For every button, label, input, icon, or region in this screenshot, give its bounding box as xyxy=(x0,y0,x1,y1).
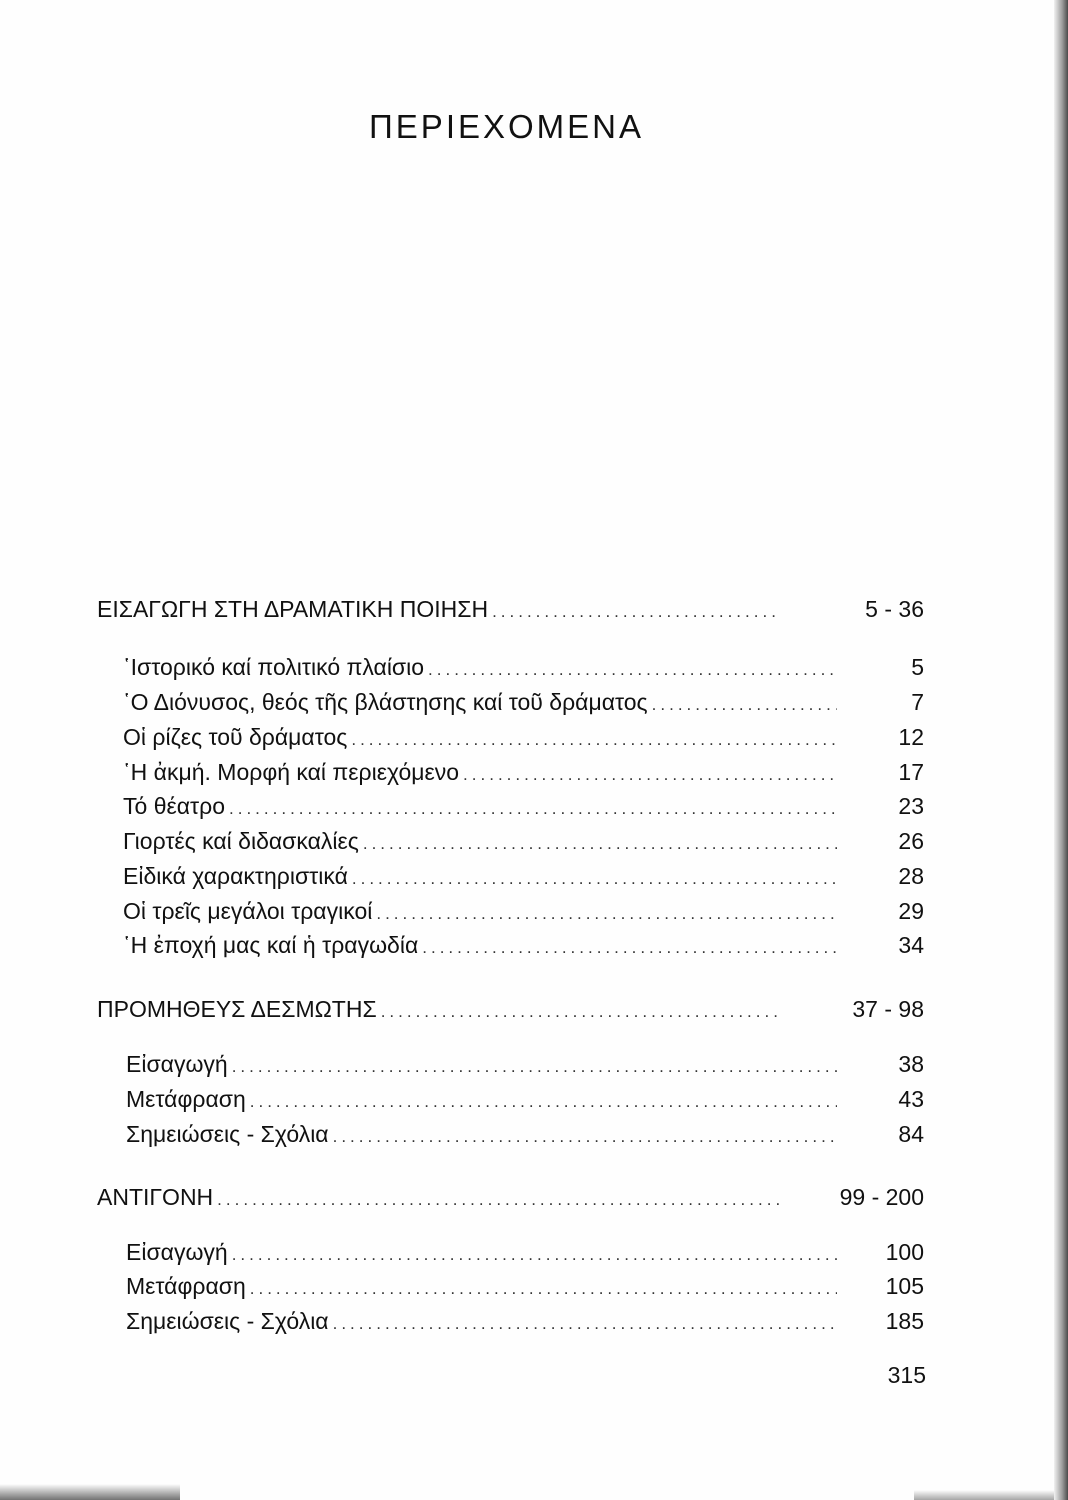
toc-entry-label: Οἱ τρεῖς μεγάλοι τραγικοί xyxy=(123,898,373,924)
toc-entry-page: 23 xyxy=(898,793,924,819)
toc-entry-page: 185 xyxy=(885,1308,924,1334)
toc-entry-label: Οἱ ρίζες τοῦ δράματος xyxy=(123,724,348,750)
dot-leader xyxy=(428,660,837,680)
toc-entry-page: 26 xyxy=(898,828,924,854)
toc-entry-page: 100 xyxy=(885,1239,924,1265)
toc-entry xyxy=(126,1239,843,1273)
toc-entry-page: 105 xyxy=(885,1273,924,1299)
toc-entry-page: 7 xyxy=(911,689,924,715)
dot-leader xyxy=(352,869,837,889)
section-page-range: 99 - 200 xyxy=(839,1184,924,1210)
dot-leader xyxy=(232,1057,837,1077)
dot-leader xyxy=(351,730,837,750)
toc-entry xyxy=(113,654,843,688)
dot-leader xyxy=(363,834,837,854)
toc-entry-page: 43 xyxy=(898,1086,924,1112)
toc-entry-label: ῾Ιστορικό καί πολιτικό πλαίσιο xyxy=(123,654,425,680)
toc-entry xyxy=(113,724,843,758)
toc-entry xyxy=(126,1051,843,1085)
toc-entry xyxy=(113,759,843,793)
section-heading-label: ΠΡΟΜΗΘΕΥΣ ΔΕΣΜΩΤΗΣ xyxy=(97,996,377,1022)
toc-entry xyxy=(113,793,843,827)
bottom-left-shadow xyxy=(0,1484,180,1500)
page-number: 315 xyxy=(887,1362,926,1388)
toc-entry xyxy=(126,1273,843,1307)
dot-leader xyxy=(381,1002,781,1022)
toc-entry xyxy=(126,1086,843,1120)
toc-entry xyxy=(126,1121,843,1155)
toc-entry-label: Τό θέατρο xyxy=(123,793,226,819)
toc-entry-label: Σημειώσεις - Σχόλια xyxy=(126,1308,329,1334)
toc-entry-label: Γιορτές καί διδασκαλίες xyxy=(123,828,359,854)
dot-leader xyxy=(229,799,837,819)
dot-leader xyxy=(463,765,837,785)
toc-entry-label: ῾Ο Διόνυσος, θεός τῆς βλάστησης καί τοῦ δράματος xyxy=(123,689,648,715)
dot-leader xyxy=(376,904,837,924)
toc-entry-label: Σημειώσεις - Σχόλια xyxy=(126,1121,329,1147)
page-title: ΠΕΡΙΕΧΟΜΕΝΑ xyxy=(368,108,645,145)
toc-entry-label: ῾Η ἀκμή. Μορφή καί περιεχόμενο xyxy=(123,759,460,785)
section-heading-label: ΑΝΤΙΓΟΝΗ xyxy=(97,1184,214,1210)
toc-entry xyxy=(113,828,843,862)
toc-section-heading xyxy=(97,1184,787,1218)
toc-section-heading xyxy=(97,996,787,1030)
section-heading-label: ΕΙΣΑΓΩΓΗ ΣΤΗ ΔΡΑΜΑΤΙΚΗ ΠΟΙΗΣΗ xyxy=(97,596,489,622)
toc-entry-page: 17 xyxy=(898,759,924,785)
dot-leader xyxy=(250,1092,837,1112)
toc-entry-page: 28 xyxy=(898,863,924,889)
dot-leader xyxy=(217,1190,781,1210)
section-page-range: 5 - 36 xyxy=(865,596,924,622)
toc-entry-label: ῾Η ἐποχή μας καί ἡ τραγωδία xyxy=(123,932,419,958)
dot-leader xyxy=(232,1245,837,1265)
toc-entry-label: Εἰσαγωγή xyxy=(126,1051,228,1077)
toc-section-heading xyxy=(97,596,787,630)
dot-leader xyxy=(492,602,781,622)
toc-entry-page: 34 xyxy=(898,932,924,958)
toc-entry xyxy=(113,898,843,932)
toc-entry-page: 5 xyxy=(911,654,924,680)
dot-leader xyxy=(422,938,837,958)
toc-entry-label: Εἰσαγωγή xyxy=(126,1239,228,1265)
toc-entry xyxy=(113,863,843,897)
dot-leader xyxy=(333,1314,837,1334)
toc-entry-page: 12 xyxy=(898,724,924,750)
toc-entry xyxy=(113,932,843,966)
toc-entry-label: Μετάφραση xyxy=(126,1086,246,1112)
toc-entry-page: 29 xyxy=(898,898,924,924)
section-page-range: 37 - 98 xyxy=(852,996,924,1022)
toc-entry-page: 38 xyxy=(898,1051,924,1077)
toc-entry-label: Μετάφραση xyxy=(126,1273,246,1299)
dot-leader xyxy=(652,695,837,715)
bottom-right-shadow xyxy=(914,1490,1054,1500)
dot-leader xyxy=(250,1279,837,1299)
page-edge-shadow xyxy=(1054,0,1068,1500)
toc-entry xyxy=(126,1308,843,1342)
dot-leader xyxy=(333,1127,837,1147)
toc-entry-label: Εἰδικά χαρακτηριστικά xyxy=(123,863,348,889)
toc-entry-page: 84 xyxy=(898,1121,924,1147)
toc-entry xyxy=(113,689,843,723)
